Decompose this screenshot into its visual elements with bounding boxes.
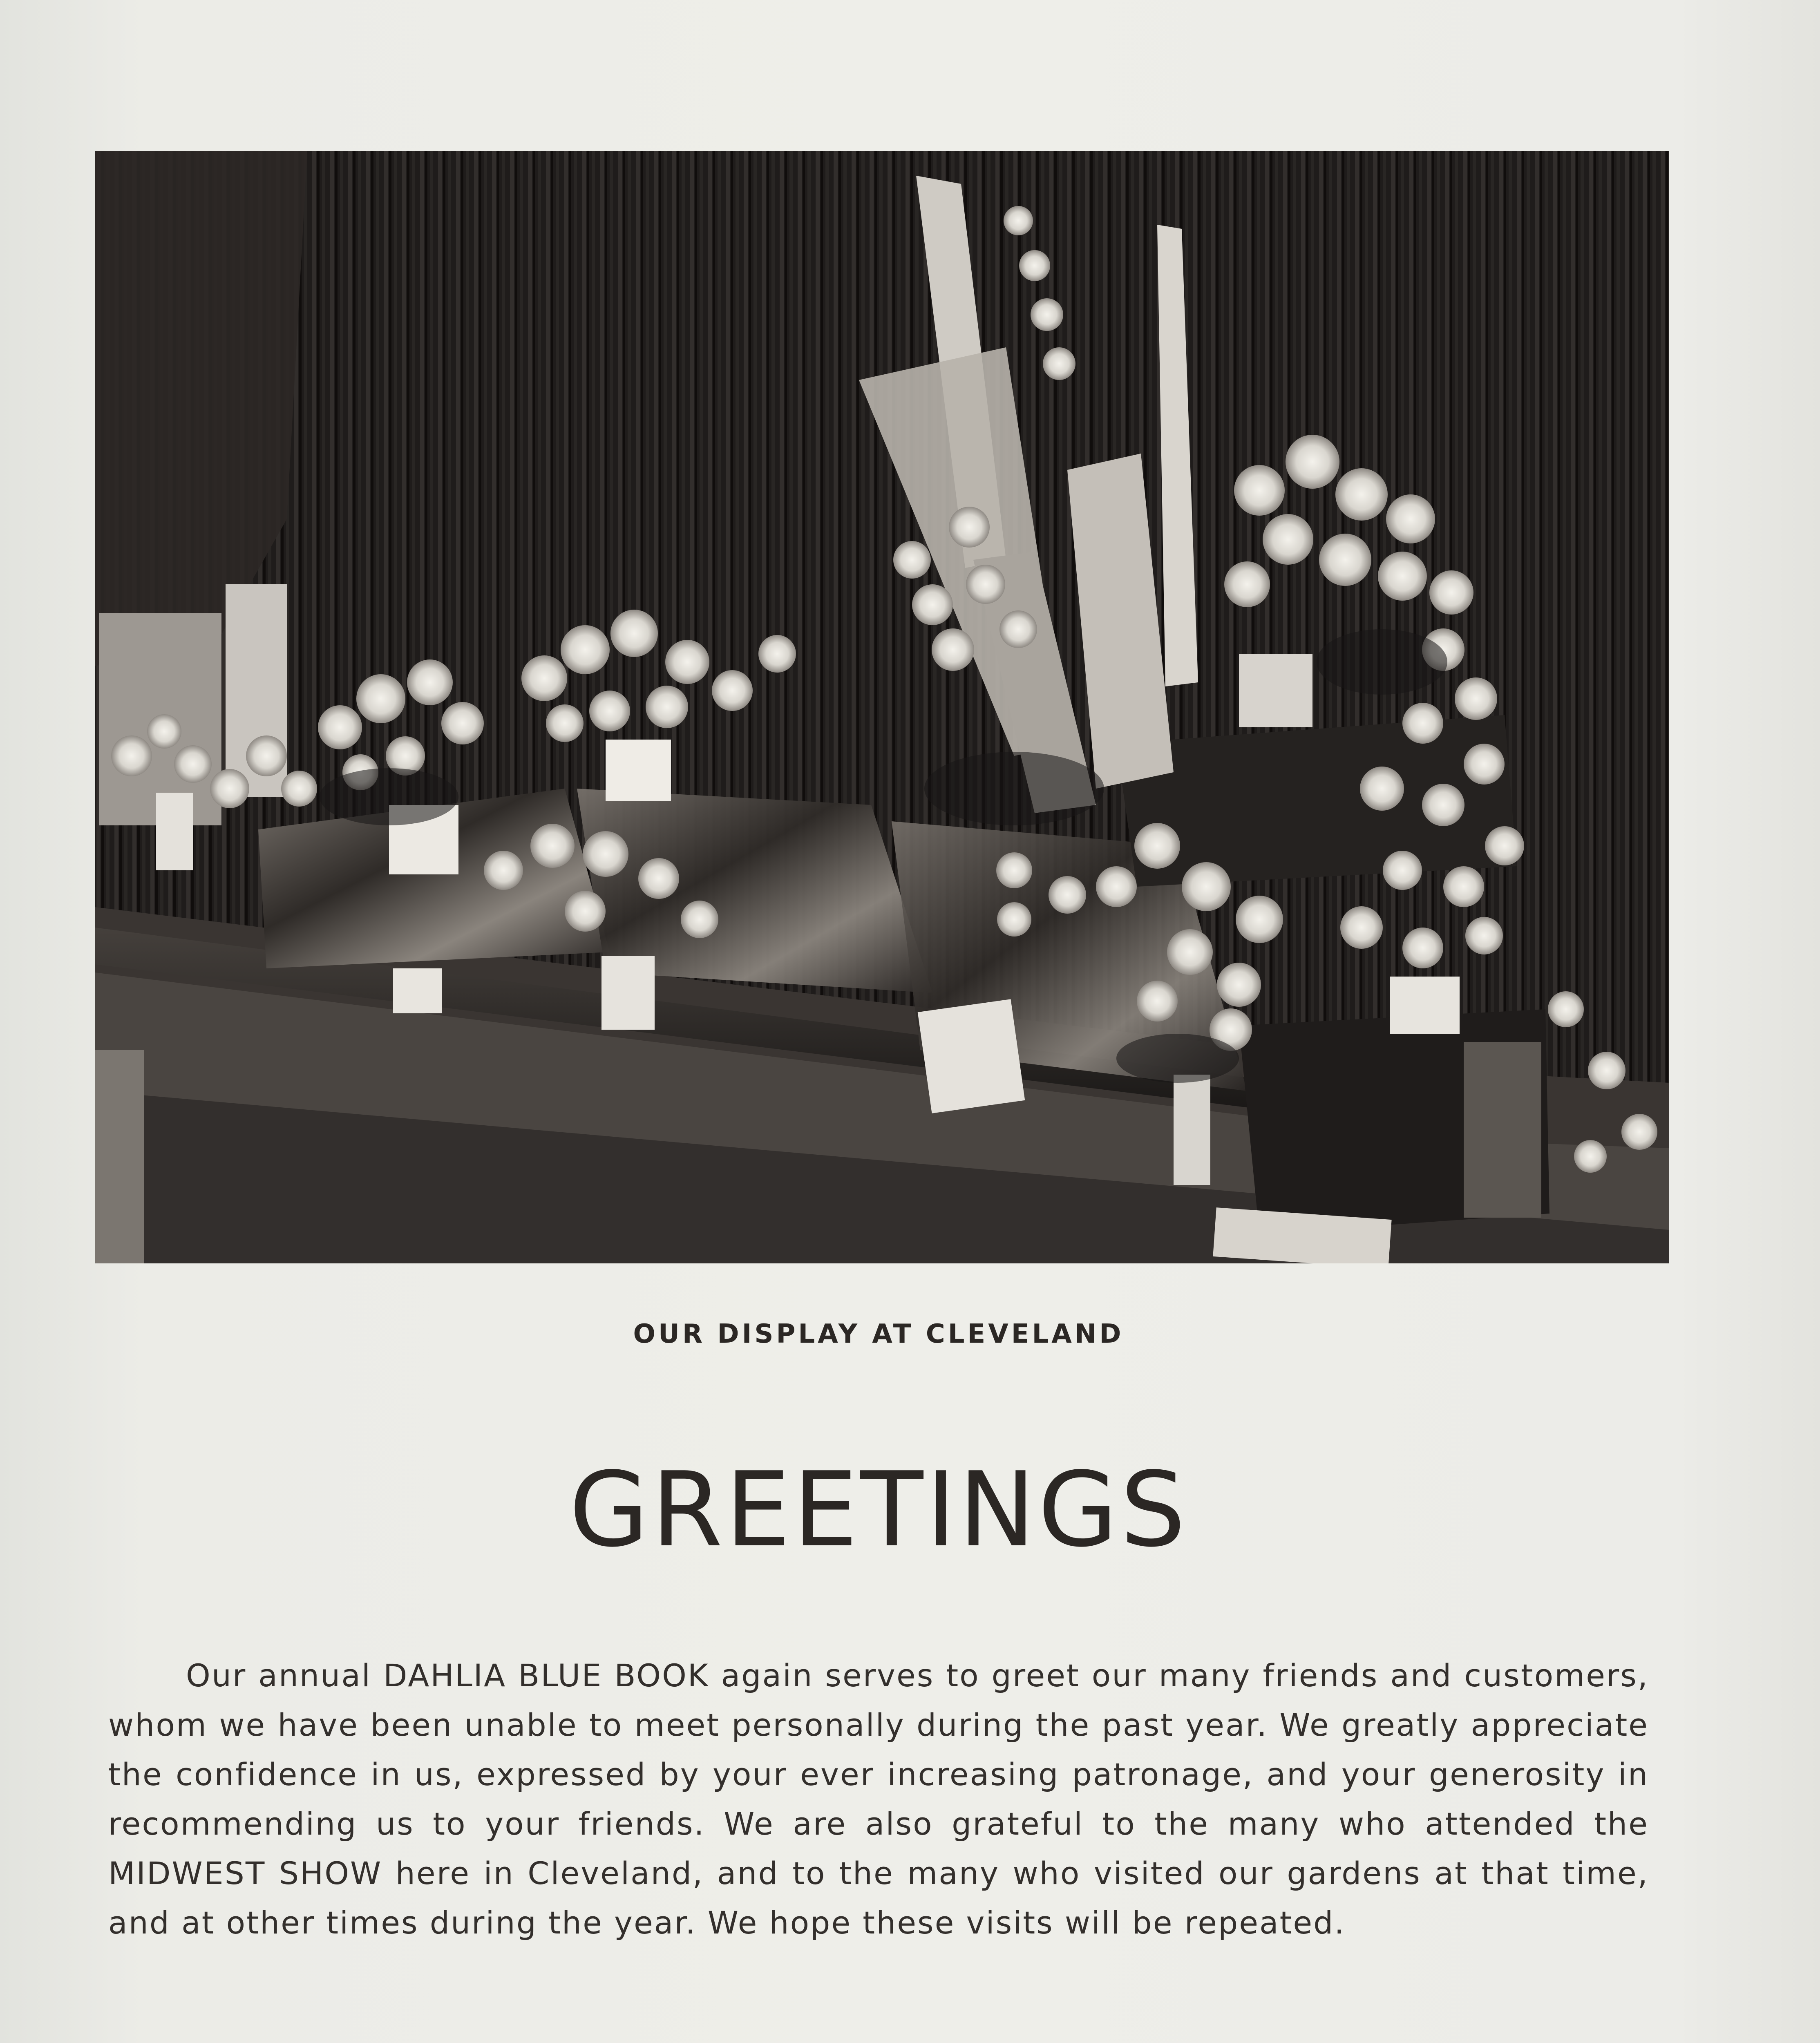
display-photo (95, 151, 1669, 1263)
page-title: GREETINGS (569, 1450, 1188, 1570)
photo-caption: OUR DISPLAY AT CLEVELAND (633, 1319, 1124, 1349)
paragraph-1: Our annual DAHLIA BLUE BOOK again serves to greet our many friends and customers, whom we have been unable to meet personally during the past year. We greatly appreciate the confidence in us, expressed by your ever increasing patronage, and your generosity in recommending us to your friends. We are also grateful to the many who attended the MIDWEST SHOW here in Cleveland, and to the many who visited our gardens at that time, and at other times during the year. We hope these visits will be repeated. (108, 1657, 1649, 1941)
